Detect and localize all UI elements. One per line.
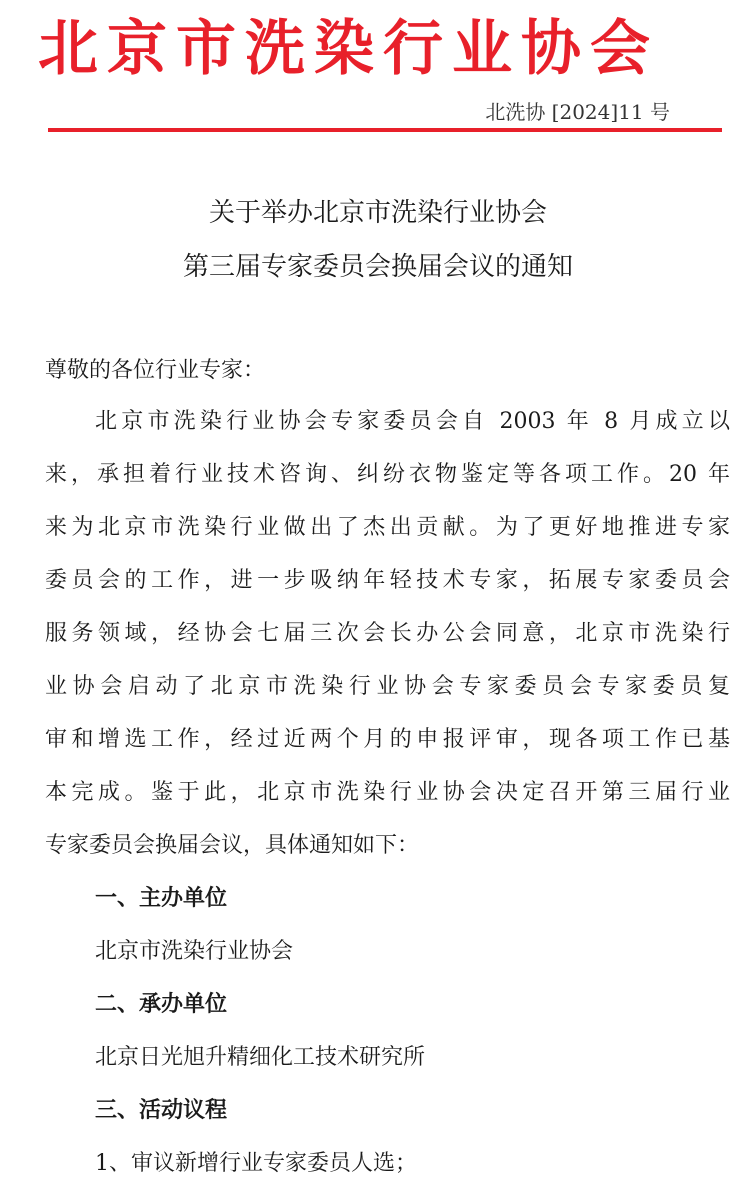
body-paragraph-line: 来，承担着行业技术咨询、纠纷衣物鉴定等各项工作。20 年 — [45, 462, 730, 487]
section-text-organizer: 北京市洗染行业协会 — [95, 939, 294, 964]
section-text-agenda-item: 1、审议新增行业专家委员人选； — [95, 1151, 417, 1176]
body-paragraph-line: 来为北京市洗染行业做出了杰出贡献。为了更好地推进专家 — [45, 515, 730, 540]
body-paragraph-line: 审和增选工作，经过近两个月的申报评审，现各项工作已基 — [45, 727, 730, 752]
section-text-co-organizer: 北京日光旭升精细化工技术研究所 — [95, 1045, 426, 1070]
section-heading-agenda: 三、活动议程 — [95, 1098, 228, 1123]
section-heading-co-organizer: 二、承办单位 — [95, 992, 228, 1017]
salutation: 尊敬的各位行业专家： — [45, 358, 266, 383]
notice-title-line-1: 关于举办北京市洗染行业协会 — [208, 198, 547, 228]
body-paragraph-line: 业协会启动了北京市洗染行业协会专家委员会专家委员复 — [45, 674, 730, 699]
section-heading-organizer: 一、主办单位 — [95, 886, 228, 911]
body-paragraph-line: 本完成。鉴于此，北京市洗染行业协会决定召开第三届行业 — [45, 780, 730, 805]
notice-title-line-2: 第三届专家委员会换届会议的通知 — [182, 252, 573, 282]
body-paragraph-line: 服务领域，经协会七届三次会长办公会同意，北京市洗染行 — [45, 621, 730, 646]
body-paragraph-line: 专家委员会换届会议，具体通知如下： — [45, 833, 420, 858]
body-paragraph-line: 北京市洗染行业协会专家委员会自 2003 年 8 月成立以 — [95, 409, 730, 434]
body-paragraph-line: 委员会的工作，进一步吸纳年轻技术专家，拓展专家委员会 — [45, 568, 730, 593]
document-number: 北洗协 [2024]11 号 — [485, 100, 670, 124]
organization-header: 北京市洗染行业协会 — [38, 14, 659, 84]
header-divider — [48, 128, 722, 132]
